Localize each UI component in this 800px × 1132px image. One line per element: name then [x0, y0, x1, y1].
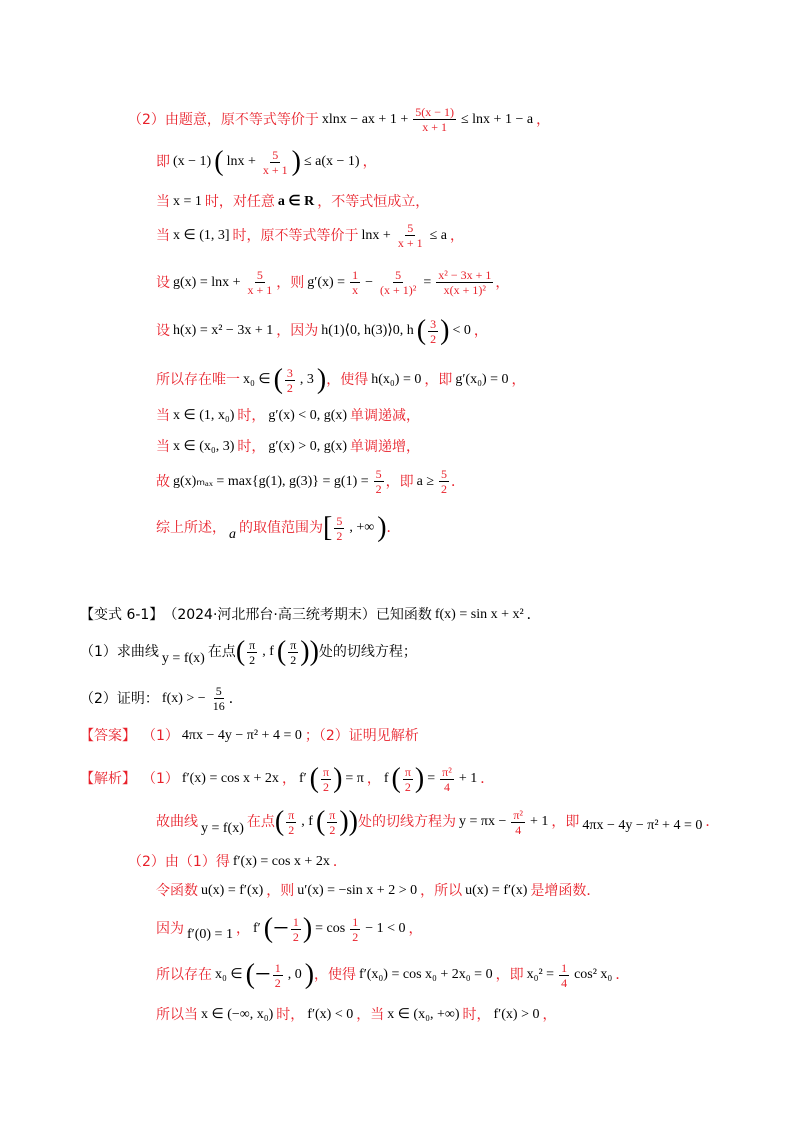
- answer-label: 【答案】: [80, 728, 136, 744]
- paren-close: ): [291, 146, 301, 177]
- numerator: 5: [336, 513, 343, 528]
- math: lnx +: [361, 227, 391, 243]
- numerator: 5: [215, 684, 222, 698]
- variant-header: [80, 608, 541, 622]
- solution-line-3: [128, 855, 347, 869]
- fraction: [247, 639, 257, 666]
- math: g(x)ₘₐₓ = max{g(1), g(3)} = g(1) =: [173, 473, 369, 489]
- text: （1）: [142, 728, 179, 744]
- denominator: 2: [286, 380, 293, 395]
- math: , 3: [299, 372, 314, 387]
- math: lnx +: [226, 154, 256, 169]
- math: y = πx −: [459, 814, 507, 829]
- fraction: [288, 639, 298, 666]
- text: 当: [156, 408, 170, 424]
- math: f′(x₀) = cos x₀ + 2x₀ = 0: [359, 967, 493, 982]
- text: 令函数: [156, 883, 198, 899]
- text: ，: [450, 227, 465, 244]
- denominator: 2: [290, 652, 297, 667]
- math-var: a: [229, 527, 236, 542]
- math: < 0: [452, 323, 471, 338]
- numerator: 3: [286, 365, 293, 380]
- paren-open: (: [416, 315, 427, 346]
- math: h(1)⟨0, h(3)⟩0, h: [321, 323, 414, 338]
- math: − 1 < 0: [365, 921, 406, 936]
- text: 当: [156, 194, 170, 210]
- denominator: x + 1: [262, 162, 288, 177]
- math: f′(x) < 0: [307, 1007, 354, 1022]
- text: 所以存在: [156, 967, 212, 983]
- numerator: π: [288, 807, 295, 822]
- numerator: 5: [407, 221, 414, 235]
- math: + 1: [458, 771, 478, 786]
- paren-close: ): [377, 512, 387, 543]
- text: ，: [362, 154, 377, 170]
- math: u′(x) = −sin x + 2 > 0: [297, 883, 418, 898]
- denominator: x + 1: [422, 120, 447, 134]
- math: f′(x) = cos x + 2x: [232, 854, 330, 869]
- denominator: 2: [329, 822, 336, 837]
- paren-open: (: [214, 146, 224, 177]
- fraction: [321, 766, 331, 793]
- part2-line-1: [128, 106, 550, 133]
- part2-line-7: [156, 366, 526, 394]
- paren-close: ): [414, 763, 425, 794]
- paren-close: )): [300, 636, 319, 667]
- denominator: 2: [288, 822, 295, 837]
- text: （1）求曲线: [80, 644, 159, 660]
- text: 在点: [207, 644, 236, 660]
- numerator: π: [290, 637, 297, 652]
- text: 时，: [237, 408, 266, 424]
- paren-close: )): [339, 806, 358, 837]
- text: ，因为: [276, 323, 319, 339]
- math: [226, 528, 239, 542]
- math: 4πx − 4y − π² + 4 = 0: [582, 818, 703, 833]
- denominator: x + 1: [397, 236, 423, 250]
- math: (x − 1): [173, 154, 212, 169]
- math: , f: [301, 814, 313, 829]
- math: h(x₀) = 0: [371, 372, 422, 387]
- text: （2）证明：: [80, 690, 159, 707]
- math: a ∈ R: [277, 194, 315, 209]
- text: ．: [386, 520, 401, 536]
- math: f′(x) = cos x + 2x: [181, 771, 279, 786]
- fraction: [246, 269, 275, 296]
- denominator: 2: [404, 779, 411, 794]
- text: 时，: [237, 439, 266, 455]
- text: 时，: [276, 1007, 305, 1023]
- paren-close: ): [333, 763, 343, 794]
- text: ，则: [276, 274, 305, 291]
- fraction: [327, 809, 337, 836]
- text: （2）由（1）得: [128, 854, 230, 870]
- math: g(x) = lnx +: [173, 274, 241, 290]
- math: x₀² =: [526, 967, 555, 982]
- math: x₀ ∈: [215, 967, 243, 982]
- fraction: [439, 468, 449, 495]
- numerator: 1: [292, 914, 299, 929]
- math: = cos: [315, 921, 346, 936]
- fraction: [261, 149, 290, 176]
- text: ．: [615, 967, 630, 983]
- bracket-open: [: [323, 512, 333, 543]
- text: 时，对任意: [204, 194, 275, 210]
- text: 故曲线: [156, 814, 198, 830]
- text: 时，原不等式等价于: [232, 227, 359, 244]
- denominator: 2: [249, 652, 256, 667]
- math: x ∈ (1, x₀): [173, 408, 235, 423]
- text: （2）由题意，原不等式等价于: [128, 111, 319, 128]
- text: ，: [235, 921, 250, 937]
- numerator: 3: [430, 316, 437, 331]
- math: + 1: [530, 814, 549, 829]
- text: ，所以: [420, 883, 463, 899]
- text: ，则: [266, 883, 295, 899]
- paren-open: (: [309, 763, 319, 794]
- denominator: 4: [515, 822, 522, 837]
- math: u(x) = f′(x): [201, 883, 264, 898]
- paren-open: (: [274, 806, 285, 837]
- text: ，: [408, 921, 423, 937]
- solution-line-1: [80, 765, 494, 793]
- paren-open: (−: [263, 913, 289, 944]
- fraction: [291, 916, 301, 943]
- solution-line-2: [156, 808, 719, 836]
- fraction: [413, 106, 456, 133]
- part2-line-11: [156, 514, 401, 542]
- text: ，: [366, 771, 381, 787]
- math: −: [365, 274, 373, 290]
- solution-line-4: [156, 884, 600, 898]
- fraction: [378, 269, 418, 296]
- solution-line-6: [156, 961, 629, 989]
- variant-source: （2024·河北邢台·高三统考期末）已知函数: [163, 607, 432, 623]
- denominator: 2: [292, 929, 299, 944]
- numerator: π: [404, 764, 411, 779]
- math: =: [423, 274, 432, 290]
- part2-line-10: [156, 468, 465, 495]
- math: x ∈ (x₀, +∞): [387, 1007, 460, 1022]
- numerator: x² − 3x + 1: [438, 268, 492, 282]
- text: ，: [542, 1007, 557, 1023]
- fraction: [273, 962, 283, 989]
- text: 的取值范围为: [239, 520, 323, 536]
- question-1: [80, 638, 417, 666]
- text: 当: [156, 227, 170, 244]
- fraction: [436, 269, 493, 296]
- paren-close: ): [440, 315, 450, 346]
- paren-open: (: [276, 636, 287, 667]
- text: ，: [473, 323, 488, 339]
- math: ≤ a: [429, 227, 448, 243]
- paren-open: (: [273, 364, 283, 395]
- part2-line-9: [156, 440, 420, 454]
- text: ，当: [356, 1007, 385, 1023]
- fraction: [374, 468, 384, 495]
- text: ．: [526, 607, 541, 623]
- text: ，不等式恒成立，: [317, 194, 430, 210]
- denominator: 2: [352, 929, 359, 944]
- text: ，: [536, 111, 551, 128]
- denominator: 2: [430, 331, 437, 346]
- math: xlnx − ax + 1 +: [321, 111, 409, 127]
- answer-line: [80, 729, 419, 743]
- text: ．: [332, 854, 347, 870]
- text: ，: [495, 274, 510, 291]
- text: ．: [480, 771, 495, 787]
- text: 即: [156, 154, 170, 170]
- numerator: 1: [352, 914, 359, 929]
- paren-close: ): [302, 913, 313, 944]
- math: f′(x) > 0: [493, 1007, 540, 1022]
- numerator: 5: [256, 268, 263, 282]
- math: x ∈ (−∞, x₀): [201, 1007, 274, 1022]
- denominator: (x + 1)²: [380, 283, 417, 297]
- denominator: 2: [375, 482, 382, 496]
- numerator: 5: [441, 467, 448, 481]
- math: , f: [262, 644, 274, 659]
- denominator: x: [352, 283, 359, 297]
- math: y = f(x): [201, 821, 244, 836]
- paren-open: (: [391, 763, 401, 794]
- part2-line-3: [156, 195, 429, 209]
- denominator: 2: [336, 528, 343, 543]
- part2-line-8: [156, 409, 420, 423]
- numerator: 1: [561, 960, 568, 975]
- text: ；（2）证明见解析: [304, 728, 419, 744]
- text: 时，: [462, 1007, 491, 1023]
- text: ，即: [495, 967, 524, 983]
- text: ．: [451, 473, 466, 490]
- text: 设: [156, 323, 170, 339]
- denominator: 16: [212, 699, 225, 713]
- denominator: 2: [274, 975, 281, 990]
- fraction: [440, 766, 454, 793]
- text: （1）: [142, 771, 179, 787]
- numerator: π: [329, 807, 336, 822]
- math: g′(x) > 0, g(x): [268, 439, 348, 454]
- denominator: 2: [441, 482, 448, 496]
- text: ，: [281, 771, 296, 787]
- math: x₀ ∈: [243, 372, 271, 387]
- numerator: π: [249, 637, 256, 652]
- text: 因为: [156, 921, 184, 937]
- math: a ≥: [416, 473, 435, 489]
- math: f(x) = sin x + x²: [434, 607, 524, 622]
- fraction: [211, 685, 227, 712]
- fraction: [403, 766, 413, 793]
- variant-label: 【变式 6-1】: [80, 607, 164, 623]
- numerator: π²: [513, 807, 524, 822]
- text: ，即: [551, 814, 580, 830]
- math: h(x) = x² − 3x + 1: [173, 323, 274, 338]
- text: 在点: [246, 814, 275, 830]
- fraction: [350, 916, 360, 943]
- denominator: 2: [323, 779, 330, 794]
- text: 综上所述，: [156, 520, 226, 536]
- math: ≤ lnx + 1 − a: [460, 111, 534, 127]
- math: 4πx − 4y − π² + 4 = 0: [181, 728, 302, 743]
- text: 当: [156, 439, 170, 455]
- denominator: 4: [561, 975, 568, 990]
- text: ，即: [385, 473, 414, 490]
- part2-line-5: [156, 269, 509, 296]
- numerator: 1: [352, 268, 359, 282]
- math: f′: [252, 921, 261, 936]
- fraction: [334, 515, 344, 542]
- text: 是增函数．: [530, 883, 601, 899]
- text: 所以存在唯一: [156, 372, 240, 388]
- numerator: π: [323, 764, 330, 779]
- numerator: 5(x − 1): [415, 105, 454, 119]
- math: g′(x) =: [307, 274, 346, 290]
- fraction: [511, 809, 525, 836]
- paren-open: (: [315, 806, 326, 837]
- math: =: [427, 771, 436, 786]
- math: f′: [298, 771, 307, 786]
- math: f: [383, 771, 389, 786]
- math: x = 1: [173, 194, 202, 209]
- text: ，: [511, 372, 526, 388]
- fraction: [396, 222, 425, 249]
- part2-line-4: [156, 222, 464, 249]
- text: 设: [156, 274, 170, 291]
- text: ，即: [424, 372, 453, 388]
- math: y = f(x): [161, 651, 205, 666]
- math: u(x) = f′(x): [465, 883, 528, 898]
- text: ，使得: [314, 967, 357, 983]
- solution-line-7: [156, 1008, 556, 1022]
- numerator: 1: [274, 960, 281, 975]
- numerator: 5: [272, 147, 279, 162]
- text: 处的切线方程为: [358, 814, 456, 830]
- paren-open: (: [235, 636, 246, 667]
- fraction: [428, 318, 438, 345]
- text: 单调递增，: [350, 439, 421, 455]
- numerator: 5: [375, 467, 382, 481]
- denominator: x + 1: [247, 283, 273, 297]
- fraction: [559, 962, 569, 989]
- math: f′(0) = 1: [187, 927, 233, 942]
- solution-label: 【解析】: [80, 771, 136, 787]
- math: g′(x₀) = 0: [455, 372, 509, 387]
- text: 所以当: [156, 1007, 198, 1023]
- math: , +∞: [349, 520, 375, 535]
- fraction: [286, 809, 296, 836]
- denominator: 4: [443, 779, 450, 794]
- question-2: [80, 685, 243, 712]
- math: f(x) > −: [161, 690, 206, 706]
- fraction: [285, 367, 295, 394]
- text: ，使得: [326, 372, 369, 388]
- math: , 0: [287, 967, 302, 982]
- math: x ∈ (x₀, 3): [173, 439, 235, 454]
- text: 单调递减，: [350, 408, 421, 424]
- numerator: π²: [442, 764, 452, 779]
- math: cos² x₀: [574, 967, 613, 982]
- math: g′(x) < 0, g(x): [268, 408, 348, 423]
- part2-line-2: [156, 148, 377, 176]
- text: ．: [228, 690, 243, 707]
- solution-line-5: [156, 915, 423, 943]
- text: ．: [705, 814, 720, 830]
- part2-line-6: [156, 317, 488, 345]
- paren-open: (−: [245, 959, 271, 990]
- paren-close: ): [316, 364, 327, 395]
- text: 处的切线方程；: [318, 644, 417, 660]
- math: = π: [345, 771, 364, 786]
- paren-close: ): [304, 959, 315, 990]
- text: 故: [156, 473, 170, 490]
- numerator: 5: [395, 268, 402, 282]
- math: ≤ a(x − 1): [303, 154, 360, 169]
- math: x ∈ (1, 3]: [173, 227, 230, 243]
- fraction: [350, 269, 360, 296]
- denominator: x(x + 1)²: [443, 283, 487, 297]
